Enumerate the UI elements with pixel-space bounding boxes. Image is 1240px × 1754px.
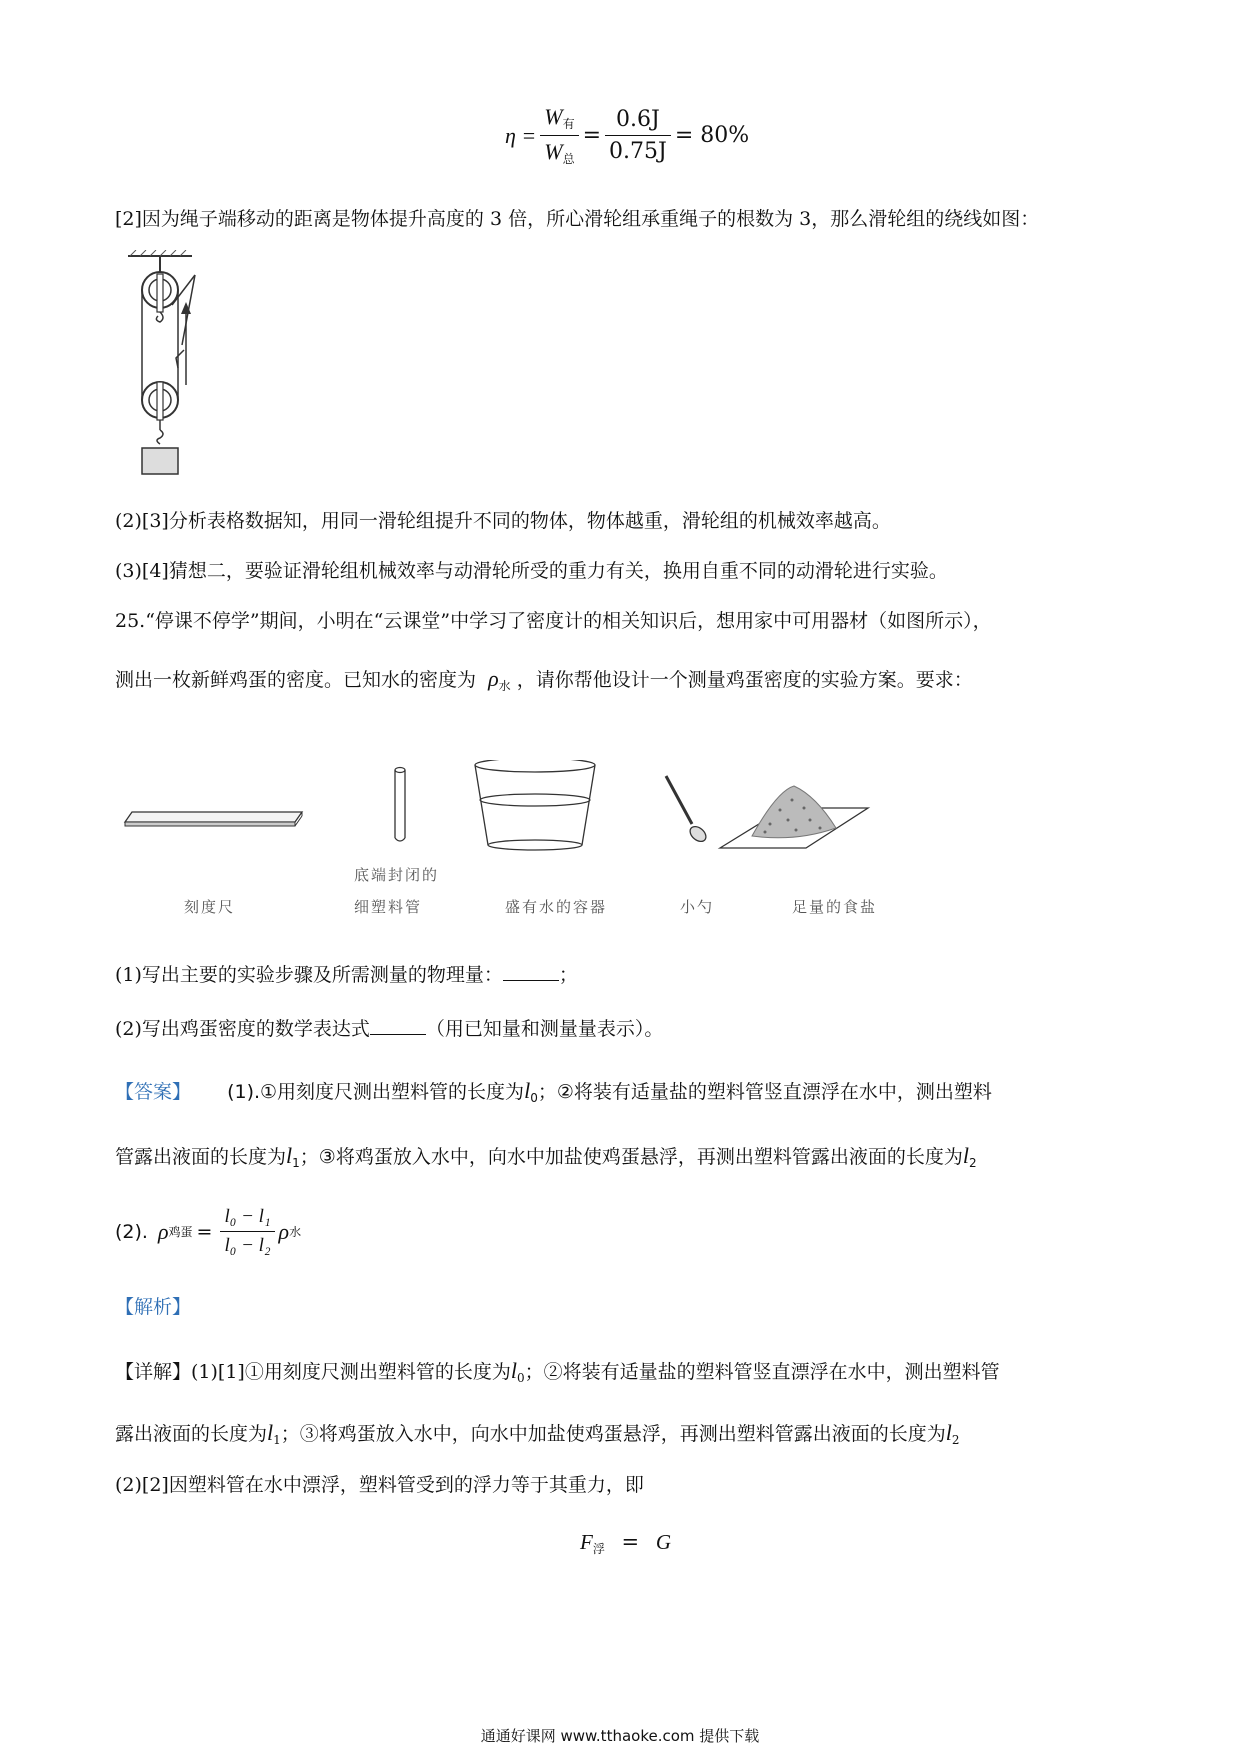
w-ratio: $\frac{W_有}{W_总}$ xyxy=(540,104,578,167)
pulley-diagram xyxy=(120,250,230,495)
line-analysis-3: (2)[3]分析表格数据知，用同一滑轮组提升不同的物体，物体越重，滑轮组的机械效率越高。 xyxy=(115,510,891,532)
buoyancy-equation: $F_浮 = G$ xyxy=(580,1530,671,1556)
question-25-line2: 测出一枚新鲜鸡蛋的密度。已知水的密度为 $\rho_水$ ，请你帮他设计一个测量鸡蛋密度的实验方案。要求： xyxy=(115,666,973,693)
caption-tube-2: 细塑料管 xyxy=(354,898,423,916)
efficiency-formula xyxy=(505,104,749,167)
page-footer: 通通好课网 www.tthaoke.com 提供下载 xyxy=(480,1727,760,1745)
line-analysis-4: (3)[4]猜想二，要验证滑轮组机械效率与动滑轮所受的重力有关，换用自重不同的动滑轮进行实验。 xyxy=(115,560,948,582)
equals-sign: = xyxy=(582,123,602,148)
rho-symbol: ρ xyxy=(488,666,499,691)
answer-line-2: 管露出液面的长度为$l_1$；③将鸡蛋放入水中，向水中加盐使鸡蛋悬浮，再测出塑料管露出液面的长度为$l_2$ xyxy=(115,1143,977,1170)
eta-lhs: η = xyxy=(505,122,537,148)
spoon-icon xyxy=(666,776,709,844)
caption-tube-1: 底端封闭的 xyxy=(354,866,440,884)
answer-line-1: 【答案】 (1).①用刻度尺测出塑料管的长度为$l_0$；②将装有适量盐的塑料管竖直漂浮在水中，测出塑料 xyxy=(115,1078,992,1105)
ruler-icon xyxy=(125,812,302,826)
caption-spoon: 小勺 xyxy=(680,898,715,916)
caption-salt: 足量的食盐 xyxy=(792,898,878,916)
question-2: (2)写出鸡蛋密度的数学表达式 （用已知量和测量量表示）。 xyxy=(115,1018,664,1040)
question-25-line1: 25.“停课不停学”期间，小明在“云课堂”中学习了密度计的相关知识后，想用家中可用器材（如图所示）， xyxy=(115,610,992,632)
detail-line-2: 露出液面的长度为$l_1$；③将鸡蛋放入水中，向水中加盐使鸡蛋悬浮，再测出塑料管露出液面的长度为$l_2$ xyxy=(115,1420,960,1447)
analysis-tag: 【解析】 xyxy=(115,1296,192,1318)
line-pulley-explain: [2]因为绳子端移动的距离是物体提升高度的 3 倍，所心滑轮组承重绳子的根数为 3，那么滑轮组的绕线如图： xyxy=(115,208,1040,230)
detail-line-3: (2)[2]因塑料管在水中漂浮，塑料管受到的浮力等于其重力，即 xyxy=(115,1474,644,1496)
detail-line-1: 【详解】(1)[1]①用刻度尺测出塑料管的长度为$l_0$；②将装有适量盐的塑料管竖直漂浮在水中，测出塑料管 xyxy=(115,1358,1000,1385)
answer-tag: 【答案】 xyxy=(115,1081,192,1103)
answer-density-formula: (2). ρ 鸡蛋 = $\frac{\text{l₀ − l₁}}{\text{l₀ − l₂}}$ ρ 水 xyxy=(115,1206,302,1256)
water-container-icon xyxy=(475,760,595,850)
salt-icon xyxy=(720,786,868,848)
caption-container: 盛有水的容器 xyxy=(505,898,608,916)
plastic-tube-icon xyxy=(395,768,405,842)
equipment-illustrations xyxy=(120,760,920,860)
question-1: (1)写出主要的实验步骤及所需测量的物理量： ； xyxy=(115,964,578,986)
caption-ruler: 刻度尺 xyxy=(184,898,236,916)
answer-blank-1 xyxy=(503,964,559,981)
value-ratio: $\frac{0.6J}{0.75J}$ xyxy=(605,107,671,164)
efficiency-result: = 80% xyxy=(674,123,750,148)
answer-blank-2 xyxy=(370,1018,426,1035)
